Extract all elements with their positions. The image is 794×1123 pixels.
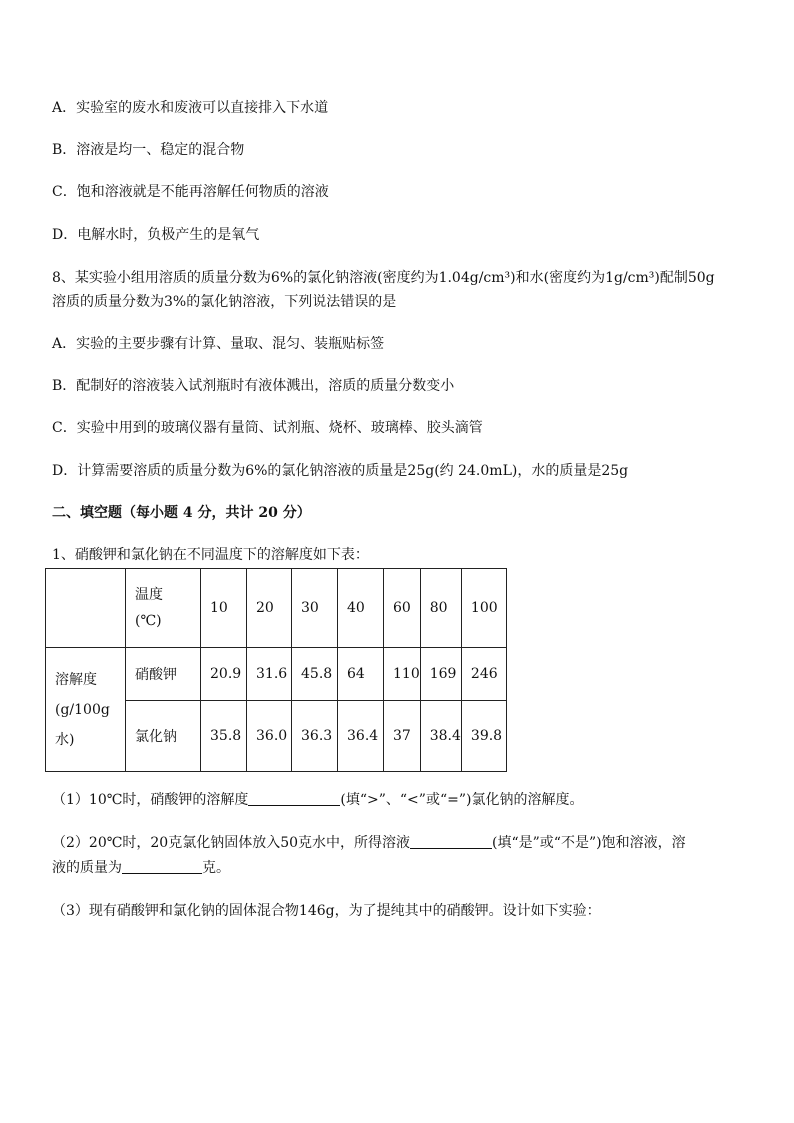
kno3-value: 169 xyxy=(420,648,461,701)
fill1-sub1 xyxy=(52,790,744,810)
sub2-text-a: （2）20℃时，20克氯化钠固体放入50克水中，所得溶液 xyxy=(52,835,411,851)
temp-unit: (℃) xyxy=(135,613,162,629)
solubility-table xyxy=(45,568,507,772)
q7-option-a: A．实验室的废水和废液可以直接排入下水道 xyxy=(52,100,329,116)
nacl-value: 36.4 xyxy=(338,701,384,772)
nacl-label: 氯化钠 xyxy=(126,701,201,772)
sub2-answer-blank-saturated[interactable] xyxy=(410,834,492,849)
q8-stem-line2: 溶质的质量分数为3%的氯化钠溶液，下列说法错误的是 xyxy=(52,294,397,310)
q8-stem-line1: 8、某实验小组用溶质的质量分数为6%的氯化钠溶液(密度约为1.04g/cm³)和水(密度约为1g/cm³)配制50g xyxy=(52,270,715,286)
table-row-kno3 xyxy=(46,648,507,701)
kno3-value: 110 xyxy=(384,648,421,701)
q8-option-d: D．计算需要溶质的质量分数为6%的氯化钠溶液的质量是25g(约 24.0mL)，水的质量是25g xyxy=(52,463,629,479)
q7-option-c: C．饱和溶液就是不能再溶解任何物质的溶液 xyxy=(52,184,329,200)
q7-option-b: B．溶液是均一、稳定的混合物 xyxy=(52,142,245,158)
nacl-value: 39.8 xyxy=(461,701,506,772)
fill1-sub3: （3）现有硝酸钾和氯化钠的固体混合物146g，为了提纯其中的硝酸钾。设计如下实验： xyxy=(52,903,601,919)
table-corner-cell xyxy=(46,569,126,648)
section-heading: 二、填空题（每小题 4 分，共计 20 分） xyxy=(52,505,311,521)
sub2-text-b: (填“是”或“不是”)饱和溶液，溶 xyxy=(492,835,686,851)
temp-cell: 30 xyxy=(292,569,338,648)
fill1-sub2-line2 xyxy=(52,858,744,878)
table-row-temperature xyxy=(46,569,507,648)
temp-cell: 40 xyxy=(338,569,384,648)
sub1-text-b: (填“>”、“<”或“=”)氯化钠的溶解度。 xyxy=(340,792,584,808)
kno3-value: 45.8 xyxy=(292,648,338,701)
fill1-intro: 1、硝酸钾和氯化钠在不同温度下的溶解度如下表： xyxy=(52,547,369,563)
q8-option-b: B．配制好的溶液装入试剂瓶时有液体溅出，溶质的质量分数变小 xyxy=(52,378,455,394)
fill1-sub2-line1 xyxy=(52,833,744,853)
sub2-answer-blank-mass[interactable] xyxy=(122,859,202,874)
nacl-value: 36.3 xyxy=(292,701,338,772)
sub1-text-a: （1）10℃时，硝酸钾的溶解度 xyxy=(52,792,249,808)
solubility-unit-tail: 水) xyxy=(55,731,75,748)
sub2-text-d: 克。 xyxy=(202,860,230,876)
nacl-value: 36.0 xyxy=(247,701,292,772)
solubility-label: 溶解度 xyxy=(55,671,97,688)
temp-label-cell xyxy=(126,569,201,648)
kno3-value: 20.9 xyxy=(201,648,247,701)
nacl-value: 37 xyxy=(384,701,421,772)
sub1-answer-blank[interactable] xyxy=(248,791,340,806)
temp-cell: 20 xyxy=(247,569,292,648)
kno3-label: 硝酸钾 xyxy=(126,648,201,701)
temp-cell: 100 xyxy=(461,569,506,648)
temp-cell: 60 xyxy=(384,569,421,648)
kno3-value: 246 xyxy=(461,648,506,701)
solubility-label-cell xyxy=(46,648,126,772)
kno3-value: 31.6 xyxy=(247,648,292,701)
sub2-text-c: 液的质量为 xyxy=(52,860,122,876)
temp-cell: 80 xyxy=(420,569,461,648)
temp-label: 温度 xyxy=(135,587,163,603)
nacl-value: 38.4 xyxy=(420,701,461,772)
q8-option-a: A．实验的主要步骤有计算、量取、混匀、装瓶贴标签 xyxy=(52,336,385,352)
q8-option-c: C．实验中用到的玻璃仪器有量筒、试剂瓶、烧杯、玻璃棒、胶头滴管 xyxy=(52,420,483,436)
solubility-unit: (g/100g xyxy=(55,701,110,718)
kno3-value: 64 xyxy=(338,648,384,701)
temp-cell: 10 xyxy=(201,569,247,648)
q7-option-d: D．电解水时，负极产生的是氧气 xyxy=(52,227,260,243)
nacl-value: 35.8 xyxy=(201,701,247,772)
